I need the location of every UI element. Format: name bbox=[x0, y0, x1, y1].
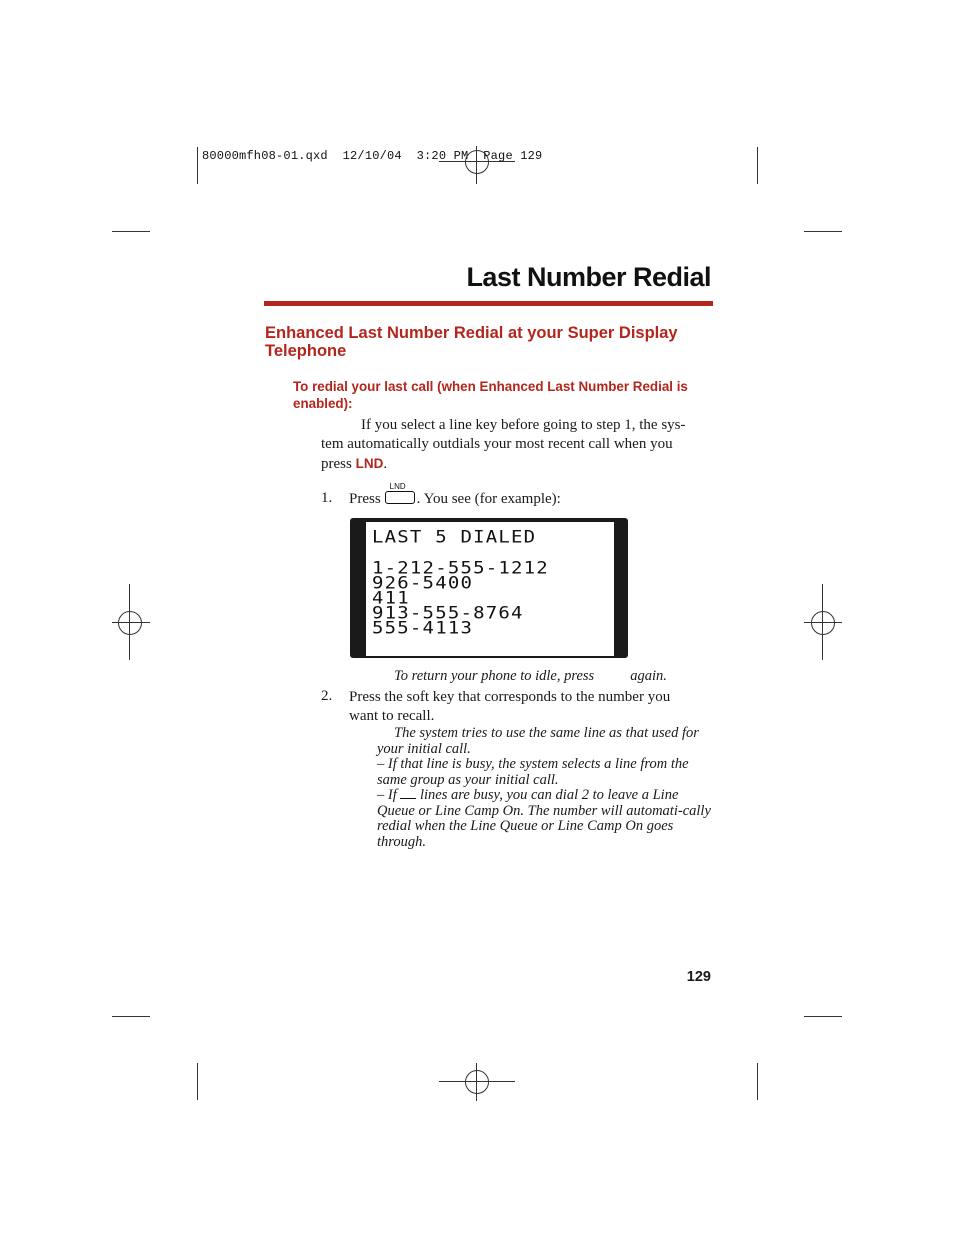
step-number: 2. bbox=[321, 688, 333, 704]
note-line: The system tries to use the same line as that used for your initial call. bbox=[377, 725, 699, 757]
note-line: – If bbox=[377, 787, 397, 803]
registration-mark-left bbox=[118, 611, 142, 635]
registration-mark-bottom bbox=[465, 1070, 489, 1094]
crop-mark bbox=[804, 1016, 842, 1017]
registration-line bbox=[112, 622, 150, 623]
crop-mark bbox=[757, 147, 758, 184]
intro-paragraph bbox=[321, 416, 706, 474]
note-line: – If that line is busy, the system selects a line from the same group as your initial call. bbox=[377, 756, 689, 788]
section-heading: Enhanced Last Number Redial at your Super Display Telephone bbox=[265, 324, 678, 360]
registration-line bbox=[476, 1063, 477, 1101]
phone-display bbox=[350, 518, 628, 658]
step-1-post: . You see (for example): bbox=[416, 491, 561, 507]
crop-mark bbox=[112, 231, 150, 232]
lnd-key-ref: LND bbox=[355, 456, 384, 471]
crop-mark bbox=[197, 1063, 198, 1100]
step-1-text bbox=[349, 482, 561, 509]
display-line: 926-5400 bbox=[372, 573, 474, 594]
registration-mark-right bbox=[811, 611, 835, 635]
intro-text: If you select a line key before going to step 1, the sys-tem automatically outdials your most recent call when you press bbox=[321, 417, 686, 472]
idle-note bbox=[394, 669, 667, 685]
intro-end: . bbox=[383, 456, 388, 472]
display-screen bbox=[366, 522, 614, 656]
display-line: 555-4113 bbox=[372, 618, 474, 639]
note-line: lines are busy, you can dial 2 to leave a Line Queue or Line Camp On. The number will automati-cally redial when the Line Queue or Line Camp On goes through. bbox=[377, 787, 711, 850]
idle-note-post: again. bbox=[630, 668, 667, 684]
subsection-heading: To redial your last call (when Enhanced Last Number Redial is enabled): bbox=[293, 379, 688, 411]
title-rule bbox=[264, 301, 713, 306]
display-line: 913-555-8764 bbox=[372, 603, 524, 624]
crop-mark bbox=[804, 231, 842, 232]
display-line: 1-212-555-1212 bbox=[372, 558, 549, 579]
page-title: Last Number Redial bbox=[466, 262, 711, 292]
step-number: 1. bbox=[321, 490, 333, 506]
key-label: LND bbox=[389, 482, 406, 491]
display-line: 411 bbox=[372, 588, 410, 609]
crop-mark bbox=[757, 1063, 758, 1100]
line-note bbox=[377, 726, 717, 850]
crop-mark bbox=[112, 1016, 150, 1017]
blank-line bbox=[400, 789, 416, 799]
lnd-key-icon bbox=[385, 482, 415, 505]
registration-line bbox=[804, 622, 842, 623]
idle-note-pre: To return your phone to idle, press bbox=[394, 668, 595, 684]
registration-line bbox=[439, 1081, 515, 1082]
display-line: LAST 5 DIALED bbox=[372, 527, 537, 548]
step-2-text: Press the soft key that corresponds to the number you want to recall. bbox=[349, 689, 671, 724]
page-number: 129 bbox=[686, 969, 711, 985]
step-1-pre: Press bbox=[349, 491, 381, 507]
crop-mark bbox=[197, 147, 198, 184]
file-slug: 80000mfh08-01.qxd 12/10/04 3:20 PM Page 129 bbox=[202, 149, 543, 163]
